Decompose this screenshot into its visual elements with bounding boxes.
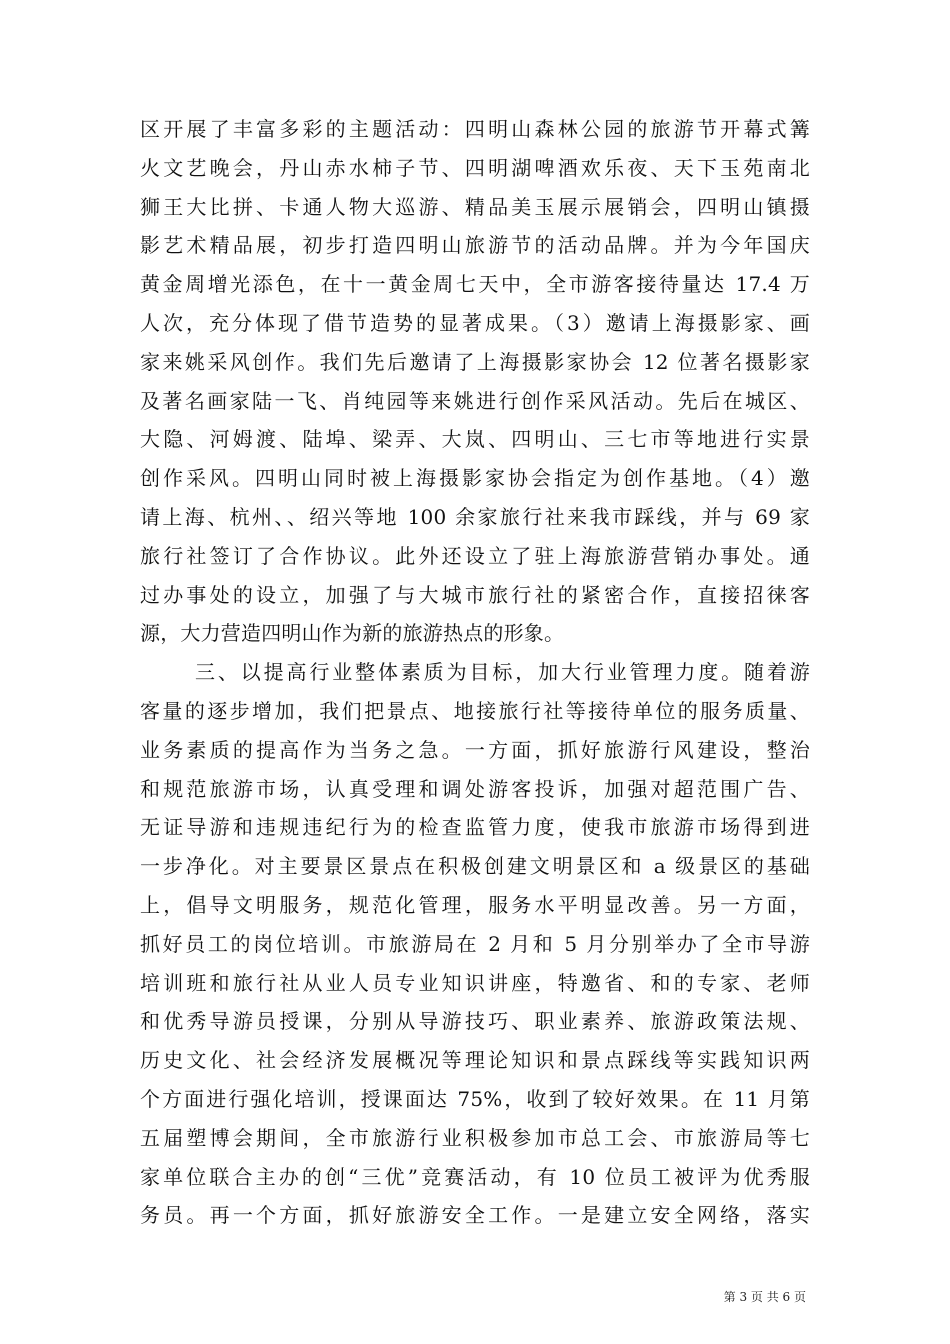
text-line: 培训班和旅行社从业人员专业知识讲座，特邀省、和的专家、老师 — [140, 970, 810, 995]
text-line: 人次，充分体现了借节造势的显著成果。（3）邀请上海摄影家、画 — [140, 310, 810, 335]
text-line: 和规范旅游市场，认真受理和调处游客投诉，加强对超范围广告、 — [140, 776, 810, 801]
text-line: 大隐、河姆渡、陆埠、梁弄、大岚、四明山、三七市等地进行实景 — [140, 427, 810, 452]
text-line: 客量的逐步增加，我们把景点、地接旅行社等接待单位的服务质量、 — [140, 698, 810, 723]
text-line: 历史文化、社会经济发展概况等理论知识和景点踩线等实践知识两 — [140, 1048, 810, 1073]
text-line: 务员。再一个方面，抓好旅游安全工作。一是建立安全网络，落实 — [140, 1203, 810, 1228]
text-line: 无证导游和违规违纪行为的检查监管力度，使我市旅游市场得到进 — [140, 815, 810, 840]
text-line: 五届塑博会期间，全市旅游行业积极参加市总工会、市旅游局等七 — [140, 1125, 810, 1150]
text-line: 影艺术精品展，初步打造四明山旅游节的活动品牌。并为今年国庆 — [140, 233, 810, 258]
text-line: 创作采风。四明山同时被上海摄影家协会指定为创作基地。（4）邀 — [140, 466, 810, 491]
text-line: 及著名画家陆一飞、肖纯园等来姚进行创作采风活动。先后在城区、 — [140, 388, 810, 413]
text-line: 和优秀导游员授课，分别从导游技巧、职业素养、旅游政策法规、 — [140, 1009, 810, 1034]
text-line: 火文艺晚会，丹山赤水柿子节、四明湖啤酒欢乐夜、天下玉苑南北 — [140, 155, 810, 180]
paragraph-start-line: 三、以提高行业整体素质为目标，加大行业管理力度。随着游 — [195, 660, 810, 685]
text-line: 抓好员工的岗位培训。市旅游局在 2 月和 5 月分别举办了全市导游 — [140, 931, 810, 956]
text-line: 家单位联合主办的创“三优”竞赛活动，有 10 位员工被评为优秀服 — [140, 1164, 810, 1189]
text-line: 旅行社签订了合作协议。此外还设立了驻上海旅游营销办事处。通 — [140, 543, 810, 568]
body-text — [140, 110, 810, 1235]
text-line: 请上海、杭州、、绍兴等地 100 余家旅行社来我市踩线，并与 69 家 — [140, 504, 810, 529]
text-line: 上，倡导文明服务，规范化管理，服务水平明显改善。另一方面， — [140, 892, 810, 917]
text-line: 个方面进行强化培训，授课面达 75%，收到了较好效果。在 11 月第 — [140, 1086, 810, 1111]
text-line: 过办事处的设立，加强了与大城市旅行社的紧密合作，直接招徕客 — [140, 582, 810, 607]
text-line: 家来姚采风创作。我们先后邀请了上海摄影家协会 12 位著名摄影家 — [140, 349, 810, 374]
text-line: 狮王大比拼、卡通人物大巡游、精品美玉展示展销会，四明山镇摄 — [140, 194, 810, 219]
text-line: 黄金周增光添色，在十一黄金周七天中，全市游客接待量达 17.4 万 — [140, 272, 810, 297]
text-line: 一步净化。对主要景区景点在积极创建文明景区和 a 级景区的基础 — [140, 854, 810, 879]
page-footer — [0, 1288, 950, 1308]
text-line: 源，大力营造四明山作为新的旅游热点的形象。 — [140, 621, 565, 646]
text-line: 区开展了丰富多彩的主题活动：四明山森林公园的旅游节开幕式篝 — [140, 117, 810, 141]
page-number: 第 3 页 共 6 页 — [723, 1290, 806, 1304]
text-line: 业务素质的提高作为当务之急。一方面，抓好旅游行风建设，整治 — [140, 737, 810, 762]
